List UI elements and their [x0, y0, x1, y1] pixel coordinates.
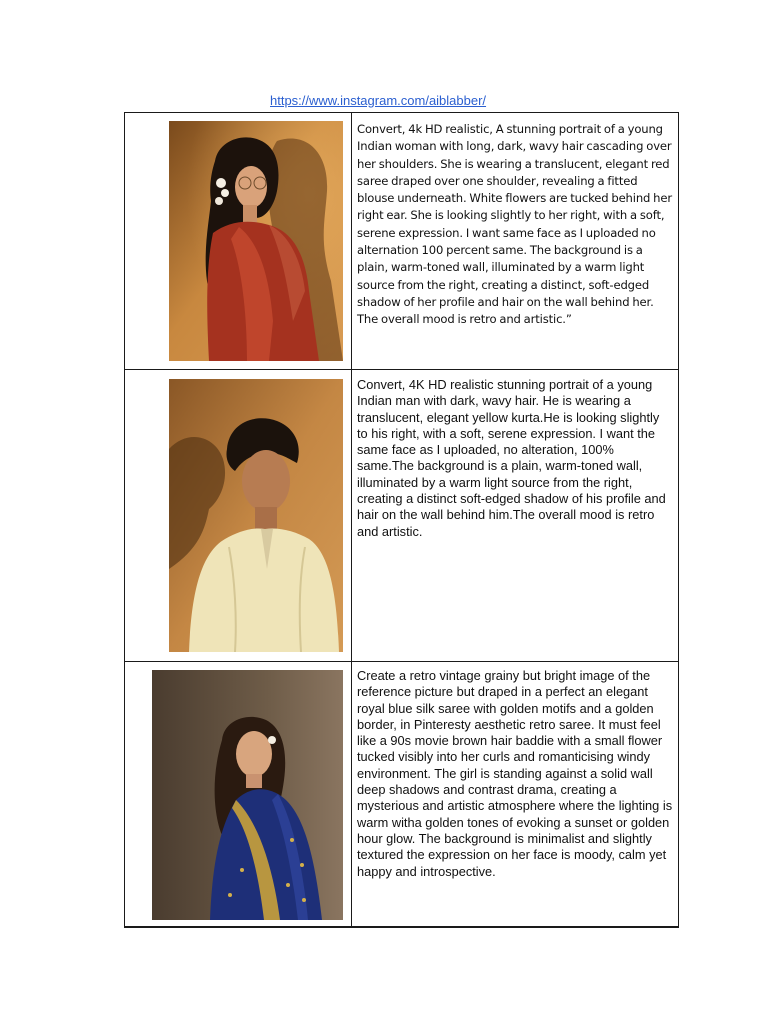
column-divider: [351, 370, 352, 661]
column-divider: [351, 662, 352, 927]
prompt-table: [124, 112, 679, 928]
table-row: [125, 113, 678, 369]
table-row: [125, 369, 678, 661]
table-row: [125, 661, 678, 927]
portrait-woman-red-saree: [169, 121, 343, 361]
prompt-text: Convert, 4K HD realistic stunning portrait of a young Indian man with dark, wavy hair. He is wearing a translucent, elegant yellow kurta.He is looking slightly to his right, with a soft, serene expression. I want the same face as I uploaded, no alteration, 100% same.The background is a plain, warm-toned wall, illuminated by a warm light source from the right, creating a distinct soft-edged shadow of his profile and hair on the wall behind him.The overall mood is retro and artistic.: [357, 377, 666, 539]
column-divider: [351, 113, 352, 369]
instagram-link[interactable]: https://www.instagram.com/aiblabber/: [270, 93, 487, 108]
prompt-text: Create a retro vintage grainy but bright image of the reference picture but draped in a perfect an elegant royal blue silk saree with golden motifs and a golden border, in Pinteresty aesthetic retro saree. It must feel like a 90s movie brown hair baddie with a small flower tucked visibly into her curls and romanticising windy environment. The girl is standing against a solid wall deep shadows and contrast drama, creating a mysterious and artistic atmosphere where the lighting is warm witha golden tones of evoking a sunset or golden hour glow. The background is minimalist and slightly textured the expression on her face is moody, calm yet happy and introspective.: [357, 668, 673, 879]
portrait-woman-blue-saree: [152, 670, 343, 920]
prompt-text: Convert, 4k HD realistic, A stunning portrait of a young Indian woman with long, dark, wavy hair cascading over her shoulders. She is wearing a translucent, elegant red saree draped over one shoulder, revealing a fitted blouse underneath. White flowers are tucked behind her right ear. She is looking slightly to her right, with a soft, serene expression. I want same face as I uploaded no alternation 100 percent same. The background is a plain, warm-toned wall, illuminated by a warm light source from the right, creating a distinct, soft-edged shadow of her profile and hair on the wall behind her. The overall mood is retro and artistic.”: [357, 122, 672, 327]
portrait-man-yellow-kurta: [169, 379, 343, 652]
